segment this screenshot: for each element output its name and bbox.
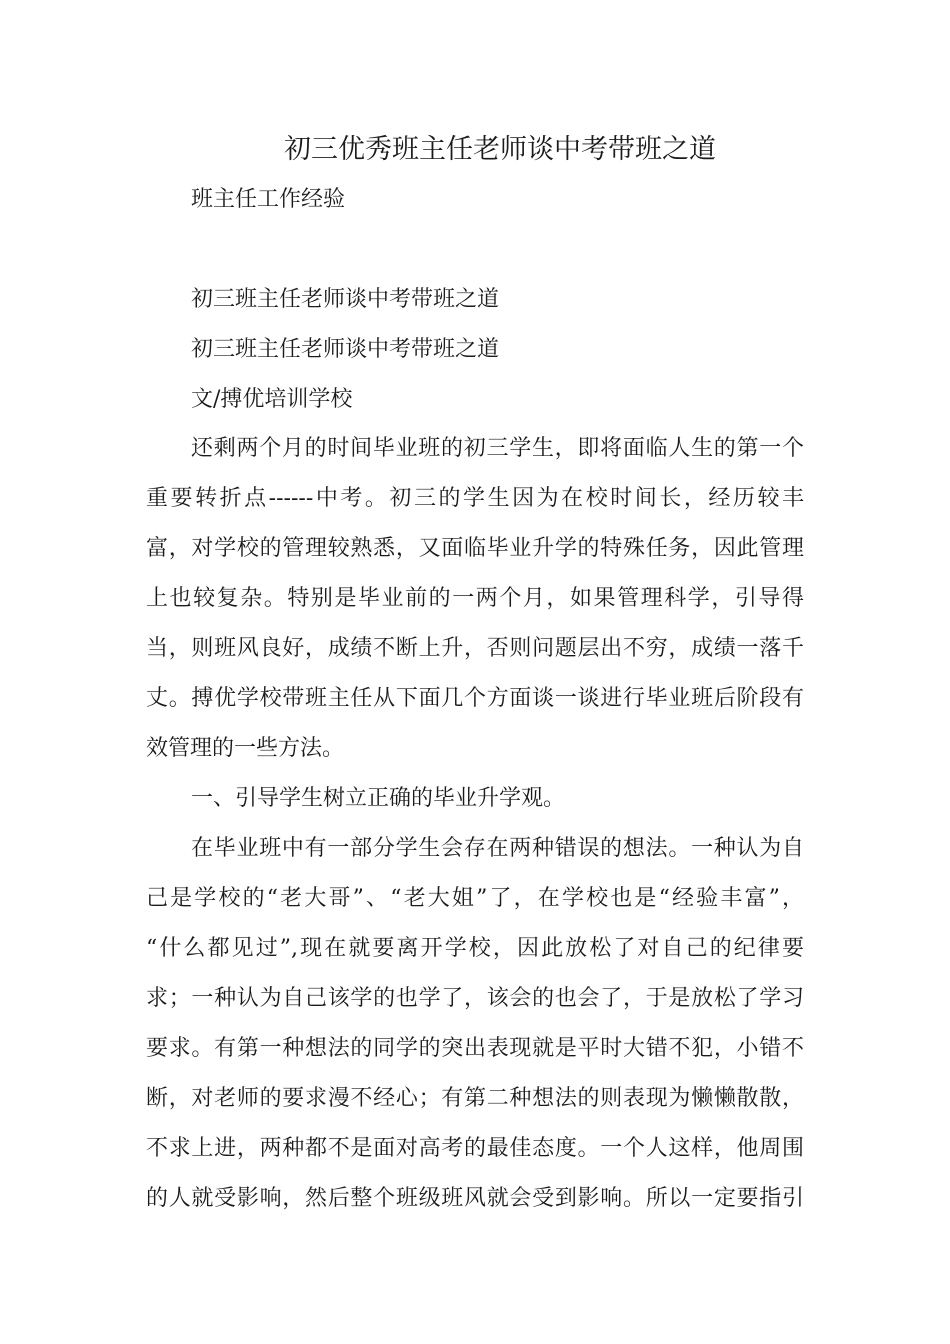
paragraph-line: 己是学校的“老大哥”、“老大姐”了，在学校也是“经验丰富”， [146,886,804,911]
paragraph-line: 富，对学校的管理较熟悉，又面临毕业升学的特殊任务，因此管理 [146,536,804,561]
subtitle: 班主任工作经验 [191,187,346,212]
paragraph-line: “什么都见过”,现在就要离开学校，因此放松了对自己的纪律要 [146,936,804,961]
paragraph-line: 不求上进，两种都不是面对高考的最佳态度。一个人这样，他周围 [146,1136,804,1161]
paragraph-line: 断，对老师的要求漫不经心；有第二种想法的则表现为懒懒散散， [146,1086,804,1111]
heading-line: 初三班主任老师谈中考带班之道 [191,287,500,312]
paragraph-line: 在毕业班中有一部分学生会存在两种错误的想法。一种认为自 [191,836,804,861]
section-heading: 一、引导学生树立正确的毕业升学观。 [191,786,566,811]
paragraph-line: 重要转折点------中考。初三的学生因为在校时间长，经历较丰 [146,486,804,511]
paragraph-line: 要求。有第一种想法的同学的突出表现就是平时大错不犯，小错不 [146,1036,804,1061]
paragraph-line: 效管理的一些方法。 [146,736,345,761]
paragraph-line: 丈。搏优学校带班主任从下面几个方面谈一谈进行毕业班后阶段有 [146,686,804,711]
paragraph-line: 上也较复杂。特别是毕业前的一两个月，如果管理科学，引导得 [146,586,804,611]
document-title: 初三优秀班主任老师谈中考带班之道 [284,134,716,165]
author-line: 文/搏优培训学校 [191,387,353,412]
paragraph-line: 还剩两个月的时间毕业班的初三学生，即将面临人生的第一个 [191,436,804,461]
paragraph-line: 求；一种认为自己该学的也学了，该会的也会了，于是放松了学习 [146,986,804,1011]
paragraph-line: 的人就受影响，然后整个班级班风就会受到影响。所以一定要指引 [146,1186,804,1211]
paragraph-line: 当，则班风良好，成绩不断上升，否则问题层出不穷，成绩一落千 [146,636,804,661]
heading-line: 初三班主任老师谈中考带班之道 [191,337,500,362]
